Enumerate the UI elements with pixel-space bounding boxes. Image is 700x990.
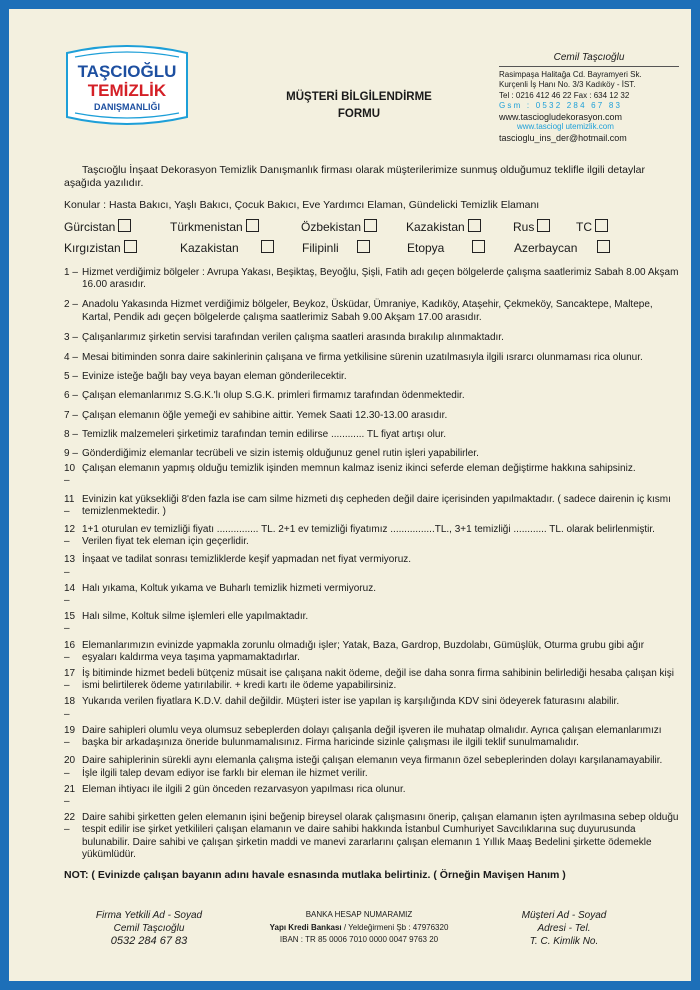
customer-name-label: Müşteri Ad - Soyad <box>521 910 607 921</box>
list-item <box>64 640 679 664</box>
contact-address-2: Kurçenli İş Hanı No. 3/3 Kadıköy - İST. <box>499 80 636 89</box>
item-number: 6 – <box>64 390 78 402</box>
item-text: İş bitiminde hizmet bedeli bütçeniz müsait ise çalışana nakit ödeme, değil ise daha sonra firma sahibinin belirlediği hesaba çalışan kişi ismi belirtilerek ödeme yatırılabilir. + kredi kartı ile ödeme yapabilirsiniz. <box>82 668 674 692</box>
item-number: 12 – <box>64 524 76 548</box>
list-item <box>64 371 679 383</box>
item-text: Daire sahibi şirketten gelen elemanın işini beğenip bireysel olarak çalışmasını önerip, çalışan elamanın işten ayrılmasına sebep olduğu tespit edilir ise şirket yetkilileri çalışan elamanın ve daire sahibi hakkında İstanbul Cumhuriyet Savcılıklarına suç duyurusunda bulunabilir. Daire sahibi ve çalışan şirketin maddi ve manevi zararlarını çalışan elemanın 1 Yıllık Maaş Bedelini şirkette ödemekle yükümlüdür. <box>82 812 679 860</box>
list-item <box>64 784 679 808</box>
item-number: 22 – <box>64 812 76 836</box>
list-item <box>64 410 679 422</box>
country-option[interactable] <box>513 219 550 234</box>
checkbox-icon[interactable] <box>124 240 137 253</box>
list-item <box>64 429 679 441</box>
checkbox-icon[interactable] <box>595 219 608 232</box>
checkbox-icon[interactable] <box>118 219 131 232</box>
item-text: Halı silme, Koltuk silme işlemleri elle yapılmaktadır. <box>82 611 309 623</box>
country-row-2 <box>64 240 684 261</box>
item-number: 16 – <box>64 639 76 663</box>
country-label: Özbekistan <box>301 220 362 234</box>
item-number: 7 – <box>64 409 78 421</box>
country-option[interactable] <box>64 240 137 255</box>
item-number: 17 – <box>64 668 76 692</box>
item-number: 14 – <box>64 582 76 607</box>
checkbox-icon[interactable] <box>472 240 485 253</box>
customer-address-label: Adresi - Tel. <box>537 923 591 934</box>
bank-iban: IBAN : TR 85 0006 7010 0000 0047 9763 20 <box>279 935 439 944</box>
country-option[interactable] <box>576 219 608 234</box>
item-text: 1+1 oturulan ev temizliği fiyatı ............... TL. 2+1 ev temizliği fiyatımız ................TL., 3+1 temizliği ............ TL. olarak belirlenmiştir. Verilen fiyat tek eleman için geçerlidir. <box>82 524 655 548</box>
contact-website-1[interactable]: www.tasciogludekorasyon.com <box>499 111 623 122</box>
company-signer-title: Firma Yetkili Ad - Soyad <box>95 910 203 921</box>
bank-branch: / Yeldeğirmeni Şb : 47976320 <box>341 922 449 932</box>
item-text: İnşaat ve tadilat sonrası temizliklerde keşif yapmadan net fiyat vermiyoruz. <box>82 554 412 566</box>
logo-line-1: TAŞCIOĞLU <box>77 62 177 81</box>
country-option[interactable] <box>302 240 370 255</box>
item-number: 8 – <box>64 428 78 440</box>
item-text: Evinize isteğe bağlı bay veya bayan eleman gönderilecektir. <box>82 371 347 383</box>
list-item <box>64 725 679 749</box>
item-text: Hizmet verdiğimiz bölgeler : Avrupa Yakası, Beşiktaş, Beyoğlu, Şişli, Fatih adı geçen bölgelerde çalışma saatlerimiz Sabah 8.00 Akşam 16.00 arasıdır. <box>82 267 679 291</box>
item-text: Gönderdiğimiz elemanlar tecrübeli ve sizin istemiş olduğunuz genel rutin işleri yapabilirler. <box>82 448 479 460</box>
bank-account-line <box>229 922 489 935</box>
form-title-line-2: FORMU <box>337 108 381 120</box>
item-text: Yukarıda verilen fiyatlara K.D.V. dahil değildir. Müşteri ister ise yapılan iş karşılığında KDV sini ödeyerek faturasını alabilir. <box>82 696 620 708</box>
checkbox-icon[interactable] <box>261 240 274 253</box>
contact-address-1: Rasimpaşa Halitağa Cd. Bayramyeri Sk. <box>499 69 642 79</box>
list-item <box>64 267 679 291</box>
company-logo <box>61 45 193 125</box>
country-option[interactable] <box>301 219 377 234</box>
country-option[interactable] <box>170 219 259 234</box>
item-text: Daire sahipleri olumlu veya olumsuz sebeplerden dolayı çalışanla değil işveren ile muhatap olmalıdır. Ayrıca çalışan elemanlarımızı başka bir arkadaşınıza öneride bulunmamalısınız. Firma haricinde sizinle çalışması ile ilgili teklif sunulmamalıdır. <box>82 724 662 749</box>
item-text: Anadolu Yakasında Hizmet verdiğimiz bölgeler, Beykoz, Üsküdar, Ümraniye, Kadıköy, Ataşehir, Çekmeköy, Sancaktepe, Maltepe, Kartal, Pendik adı geçen bölgelerde çalışma saatlerimiz Sabah 9.00 Akşam 17.00 arasıdır. <box>82 299 653 323</box>
item-text: Temizlik malzemeleri şirketimiz tarafından temin edilirse ............ TL fiyat artışı olur. <box>82 428 446 440</box>
item-text: Çalışanlarımız şirketin servisi tarafından verilen çalışma saatleri arasında bırakılıp alınmaktadır. <box>82 331 504 343</box>
list-item <box>64 299 679 323</box>
item-text: Halı yıkama, Koltuk yıkama ve Buharlı temizlik hizmeti vermiyoruz. <box>82 582 376 594</box>
country-row-1 <box>64 219 684 240</box>
list-item <box>64 583 679 607</box>
list-item <box>64 448 679 460</box>
item-number: 15 – <box>64 611 76 635</box>
contact-gsm: Gsm : 0532 284 67 83 <box>499 101 623 110</box>
checkbox-icon[interactable] <box>364 219 377 232</box>
item-number: 3 – <box>64 331 78 343</box>
list-item <box>64 332 679 344</box>
contact-name: Cemil Taşcıoğlu <box>499 53 679 67</box>
item-number: 9 – <box>64 448 78 460</box>
item-number: 5 – <box>64 371 78 383</box>
item-number: 20 – <box>64 755 76 779</box>
item-text: Evinizin kat yüksekliği 8'den fazla ise cam silme hizmeti dış cepheden değil daire içerisinden yapılmaktadır. ( sadece dairenin iç kısmı temizlenmektedir. ) <box>82 493 671 517</box>
company-signer-name: Cemil Taşcıoğlu <box>113 923 185 934</box>
logo-line-3: DANIŞMANLIĞI <box>94 102 160 112</box>
list-item <box>64 668 679 692</box>
list-item <box>64 554 679 578</box>
contact-website-2[interactable]: www.tasciogl utemizlik.com <box>517 122 614 131</box>
contact-email[interactable]: tascioglu_ins_der@hotmail.com <box>499 132 627 143</box>
item-number: 4 – <box>64 352 78 364</box>
list-item <box>64 494 679 518</box>
item-text: Çalışan elemanlarımız S.G.K.'lı olup S.G.K. primleri firmamız tarafından ödenmektedir. <box>82 390 465 402</box>
country-option[interactable] <box>180 240 274 255</box>
country-label: Kırgızistan <box>64 241 121 255</box>
item-text: Çalışan elemanın yapmış olduğu temizlik işinden memnun kalmaz iseniz ikinci seferde eleman değiştirme hakkına sahipsiniz. <box>82 463 636 475</box>
item-text: Çalışan elemanın öğle yemeği ev sahibine aittir. Yemek Saati 12.30-13.00 arasıdır. <box>82 409 448 421</box>
country-label: Kazakistan <box>406 220 465 234</box>
bank-name: Yapı Kredi Bankası <box>269 922 342 932</box>
list-item <box>64 696 679 720</box>
list-item <box>64 463 679 487</box>
bank-info <box>229 909 489 947</box>
item-number: 11 – <box>64 493 75 517</box>
item-number: 21 – <box>64 783 76 807</box>
country-label: TC <box>576 220 592 234</box>
country-label: Azerbaycan <box>514 241 578 255</box>
signature-customer <box>504 909 624 948</box>
company-signer-phone: 0532 284 67 83 <box>110 935 188 947</box>
list-item <box>64 524 679 548</box>
intro-text: Taşcıoğlu İnşaat Dekorasyon Temizlik Danışmanlık firması olarak müşterilerimize sunmuş olduğumuz teklifle ilgili detaylar aşağıda yazılıdır. <box>64 164 645 189</box>
intro-paragraph <box>64 164 676 190</box>
country-option[interactable] <box>64 219 131 234</box>
country-label: Rus <box>513 220 535 234</box>
checkbox-icon[interactable] <box>597 240 610 253</box>
list-item <box>64 812 679 861</box>
note-line: NOT: ( Evinizde çalışan bayanın adını havale esnasında mutlaka belirtiniz. ( Örneğin Mavişen Hanım ) <box>64 869 566 881</box>
terms-list <box>64 267 679 861</box>
topics-line: Konular : Hasta Bakıcı, Yaşlı Bakıcı, Çocuk Bakıcı, Eve Yardımcı Elaman, Gündelicki Temizlik Elamanı <box>64 199 540 211</box>
country-label: Filipinli <box>302 241 339 255</box>
customer-id-label: T. C. Kimlik No. <box>529 936 599 947</box>
item-number: 2 – <box>64 299 78 311</box>
contact-block <box>499 53 679 143</box>
item-text: Mesai bitiminden sonra daire sakinlerinin çalışana ve firma yetkilisine sürenin uzatılmasıyla ilgili ısrarcı olunmaması rica olunur. <box>82 352 643 364</box>
country-option[interactable] <box>514 240 610 255</box>
checkbox-icon[interactable] <box>537 219 550 232</box>
list-item <box>64 390 679 402</box>
country-label: Türkmenistan <box>170 220 243 234</box>
item-text: Daire sahiplerinin sürekli aynı elemanla çalışma isteği çalışan elemanın veya firmanın özel sebeplerinden dolayı karşılanamayabilir. İşle ilgili talep devam ediyor ise farklı bir eleman ile hizmet verilir. <box>82 755 663 779</box>
checkbox-icon[interactable] <box>357 240 370 253</box>
bank-title: BANKA HESAP NUMARAMIZ <box>305 910 413 919</box>
form-title-line-1: MÜŞTERİ BİLGİLENDİRME <box>286 91 432 103</box>
checkbox-icon[interactable] <box>246 219 259 232</box>
country-option[interactable] <box>407 240 485 255</box>
contact-tel: Tel : 0216 412 46 22 Fax : 634 12 32 <box>499 90 630 100</box>
list-item <box>64 352 679 364</box>
list-item <box>64 611 679 635</box>
country-label: Kazakistan <box>180 241 239 255</box>
country-label: Etopya <box>407 241 445 255</box>
signature-company <box>74 909 224 948</box>
item-number: 10 – <box>64 463 76 487</box>
item-text: Elemanlarımızın evinizde yapmakla zorunlu olmadığı işler; Yatak, Baza, Gardrop, Buzdolabı, Gümüşlük, Oturma grubu gibi ağır eşyaları kaldırma veya taşıma yapmamaktadırlar. <box>82 639 645 663</box>
item-number: 1 – <box>64 267 78 278</box>
item-text: Eleman ihtiyacı ile ilgili 2 gün önceden rezarvasyon yapılması rica olunur. <box>82 783 406 795</box>
list-item <box>64 755 679 779</box>
form-title <box>279 89 439 123</box>
country-option[interactable] <box>406 219 481 234</box>
logo-line-2: TEMİZLİK <box>87 81 167 100</box>
checkbox-icon[interactable] <box>468 219 481 232</box>
country-label: Gürcistan <box>64 220 116 234</box>
item-number: 13 – <box>64 554 76 578</box>
item-number: 19 – <box>64 724 76 749</box>
item-number: 18 – <box>64 696 76 720</box>
form-page <box>9 9 691 981</box>
country-checklist <box>64 219 684 261</box>
